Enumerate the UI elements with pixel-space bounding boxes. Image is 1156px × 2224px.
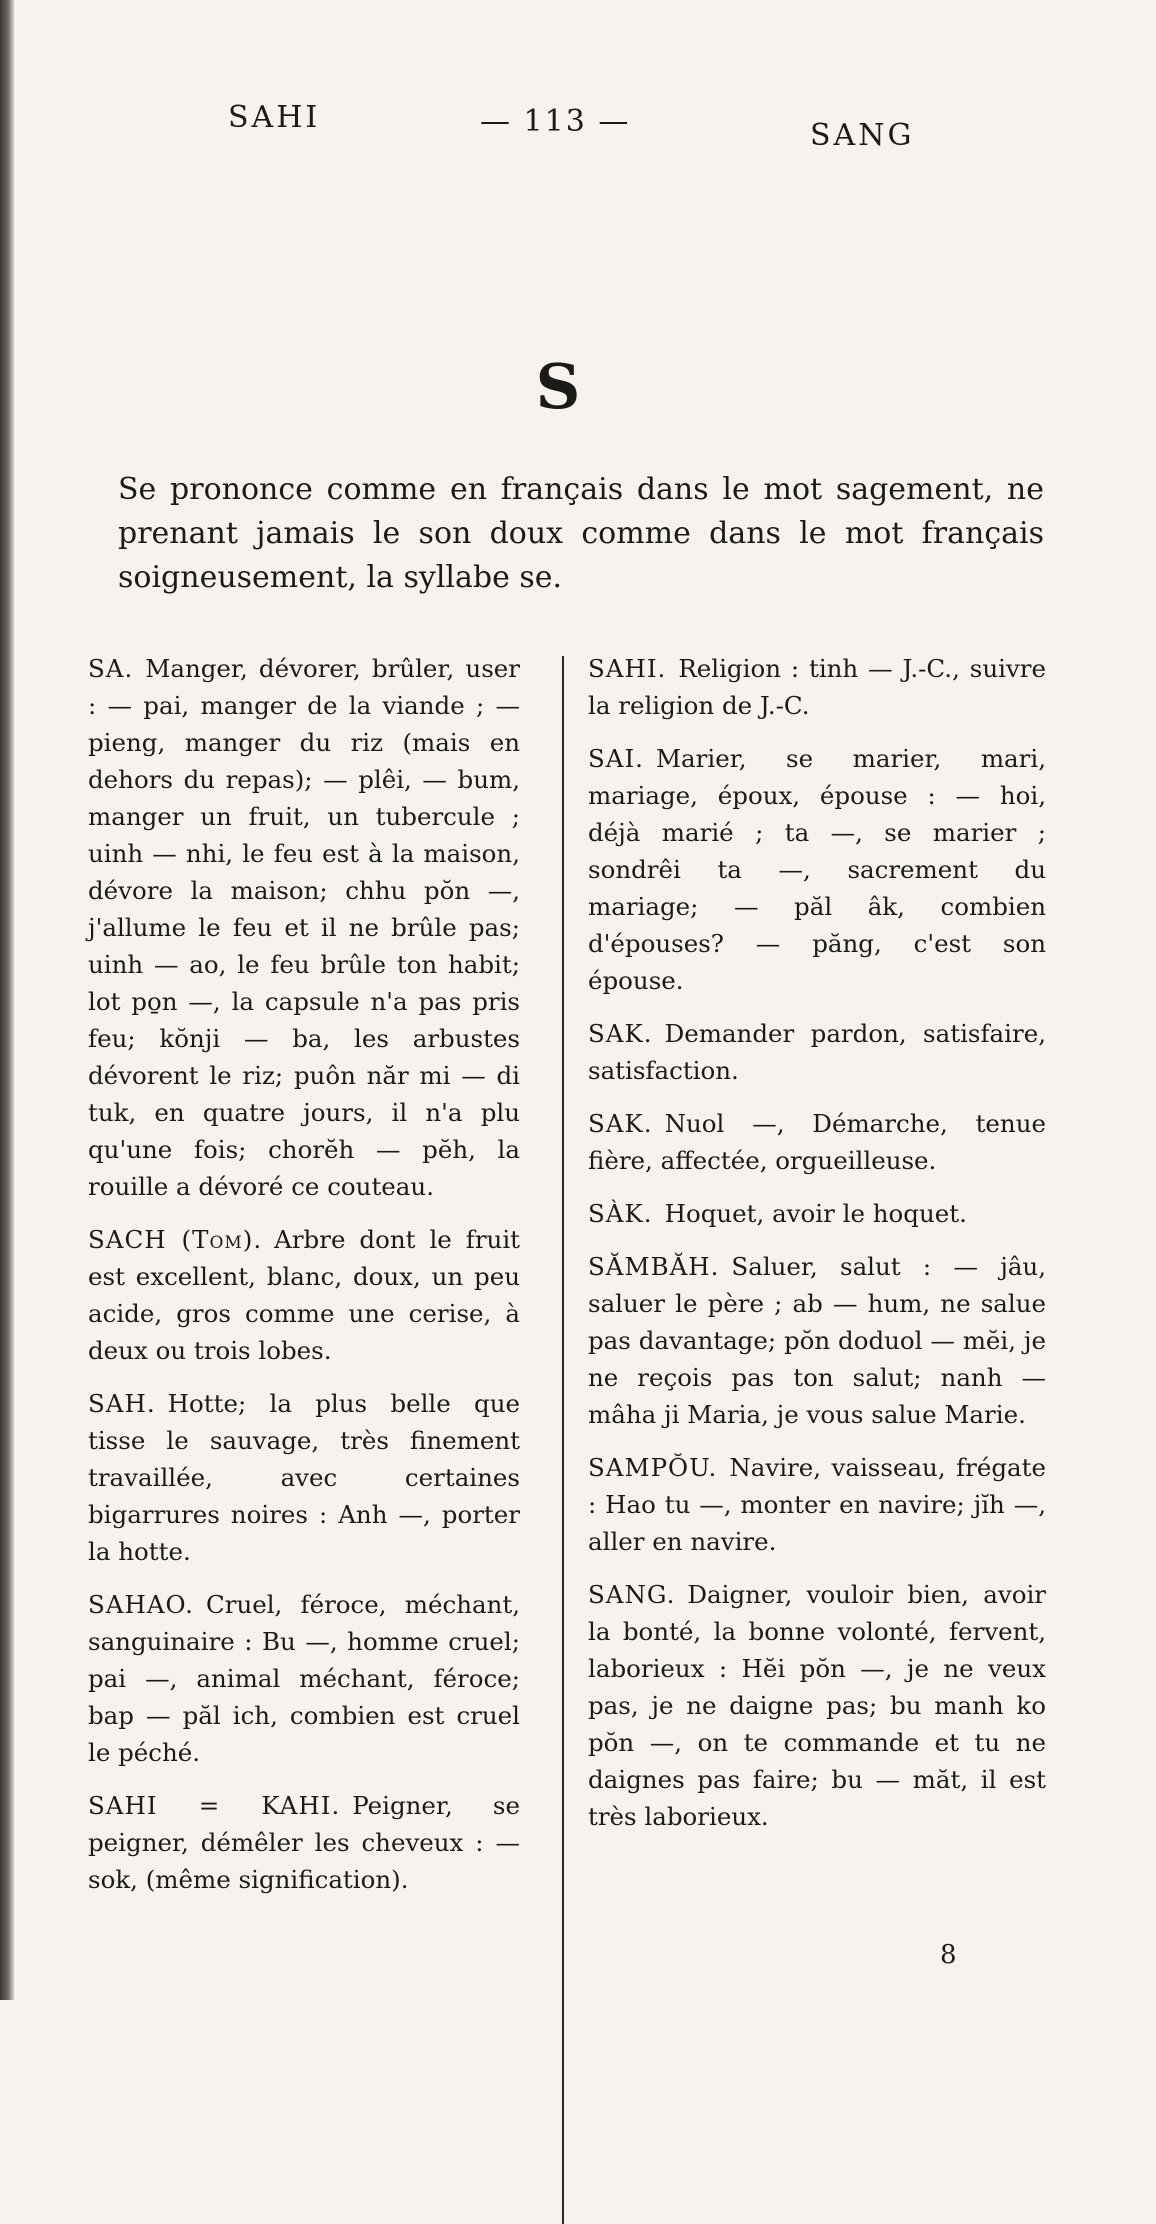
dictionary-entry (588, 1576, 1046, 1835)
dictionary-entry (588, 1015, 1046, 1089)
entry-headword: SAHI = KAHI. (88, 1791, 341, 1820)
entry-headword: SAHI. (588, 654, 667, 683)
entry-definition: Navire, vaisseau, frégate : Hao tu —, monter en navire; jĭh —, aller en navire. (588, 1453, 1046, 1556)
entry-definition: Peigner, se peigner, démêler les cheveux : — sok, (même signification). (88, 1791, 520, 1894)
entry-definition: Nuol —, Démarche, tenue fière, affectée, orgueilleuse. (588, 1109, 1046, 1175)
entry-headword: SAI. (588, 744, 644, 773)
entry-headword: SĂMBĂH. (588, 1252, 720, 1281)
entry-definition: Daigner, vouloir bien, avoir la bonté, la bonne volonté, fervent, laborieux : Hĕi pŏn —, je ne veux pas, je ne daigne pas; bu manh ko pŏn —, on te commande et tu ne daignes pas faire; bu — măt, il est très laborieux. (588, 1580, 1046, 1831)
dictionary-entry (88, 650, 520, 1205)
entry-definition: Arbre dont le fruit est excellent, blanc, doux, un peu acide, gros comme une cerise, à deux ou trois lobes. (88, 1225, 521, 1365)
entry-headword: SAK. (588, 1019, 653, 1048)
entry-headword: SAK. (588, 1109, 653, 1138)
entry-definition: Cruel, féroce, méchant, sanguinaire : Bu —, homme cruel; pai —, animal méchant, féroce; bap — păl ich, combien est cruel le péché. (88, 1590, 520, 1767)
right-column (588, 650, 1046, 1851)
entry-headword: SACH (Tom). (88, 1225, 263, 1254)
header-left-guideword: SAHI (228, 100, 321, 135)
running-header (0, 100, 1156, 160)
entry-definition: Marier, se marier, mari, mariage, époux, épouse : — hoi, déjà marié ; ta —, se marier ; sondrêi ta —, sacrement du mariage; — păl âk, combien d'épouses? — păng, c'est son épouse. (588, 744, 1046, 995)
entry-definition: Demander pardon, satisfaire, satisfaction. (588, 1019, 1046, 1085)
entry-definition: Saluer, salut : — jâu, saluer le père ; ab — hum, ne salue pas davantage; pŏn doduol — mĕi, je ne reçois pas ton salut; nanh — mâha ji Maria, je vous salue Marie. (588, 1252, 1046, 1429)
entry-definition: Manger, dévorer, brûler, user : — pai, manger de la viande ; — pieng, manger du riz (mais en dehors du repas); — plêi, — bum, manger un fruit, un tubercule ; uinh — nhi, le feu est à la maison, dévore la maison; chhu pŏn —, j'allume le feu et il ne brûle pas; uinh — ao, le feu brûle ton habit; lot po̱n —, la capsule n'a pas pris feu; kŏnji — ba, les arbustes dévorent le riz; puôn năr mi — di tuk, en quatre jours, il n'a plu qu'une fois; chorĕh — pĕh, la rouille a dévoré ce couteau. (88, 654, 520, 1201)
header-right-guideword: SANG (810, 118, 915, 153)
entry-headword: SA. (88, 654, 134, 683)
signature-mark: 8 (940, 1940, 957, 1970)
dictionary-entry (88, 1221, 520, 1369)
dictionary-entry (588, 650, 1046, 724)
dictionary-entry (588, 1105, 1046, 1179)
section-letter: S (535, 350, 581, 423)
dictionary-entry (88, 1787, 520, 1898)
entry-definition: Hoquet, avoir le hoquet. (664, 1199, 967, 1228)
entry-definition: Hotte; la plus belle que tisse le sauvage, très finement travaillée, avec certaines bigarrures noires : Anh —, porter la hotte. (88, 1389, 520, 1566)
book-binding-edge (0, 0, 14, 2000)
section-intro: Se prononce comme en français dans le mot sagement, ne prenant jamais le son doux comme dans le mot français soigneusement, la syllabe se. (118, 472, 1044, 595)
dictionary-entry (88, 1385, 520, 1570)
dictionary-entry (588, 1449, 1046, 1560)
column-divider (562, 656, 564, 2224)
entry-headword: SAMPŎU. (588, 1453, 718, 1482)
dictionary-entry (88, 1586, 520, 1771)
entry-headword: SAH. (88, 1389, 156, 1418)
entry-definition: Religion : tinh — J.-C., suivre la religion de J.-C. (588, 654, 1046, 720)
entry-headword: SAHAO. (88, 1590, 194, 1619)
dictionary-entry (588, 1248, 1046, 1433)
dictionary-entry (588, 740, 1046, 999)
entry-headword: SANG. (588, 1580, 676, 1609)
entry-headword: SÀK. (588, 1199, 653, 1228)
page-number: — 113 — (480, 104, 631, 139)
left-column (88, 650, 520, 1914)
dictionary-entry (588, 1195, 1046, 1232)
